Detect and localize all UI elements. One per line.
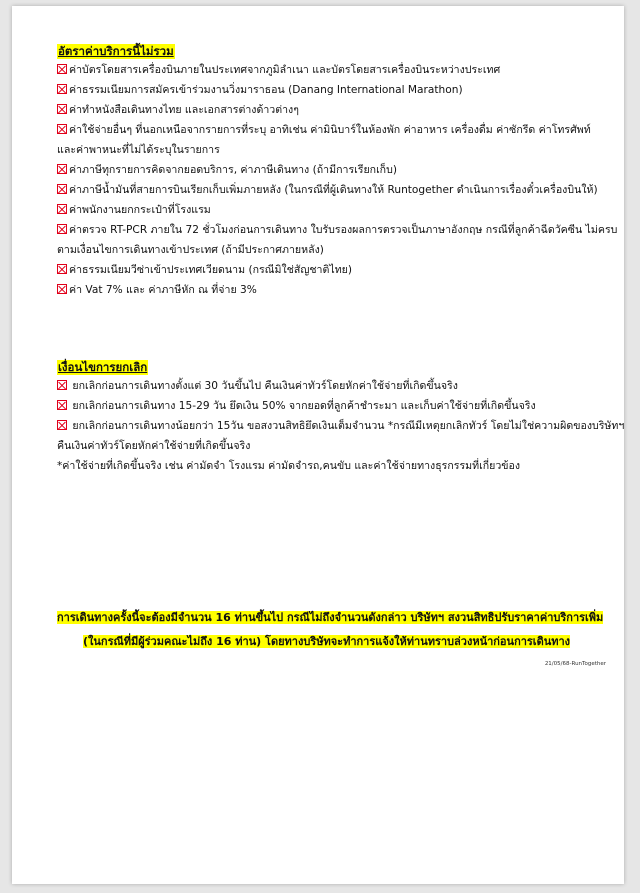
excluded-item-text: ตามเงื่อนไขการเดินทางเข้าประเทศ (ถ้ามีประกาศภายหลัง): [57, 244, 324, 256]
excluded-item: [57, 140, 617, 160]
excluded-item-text: ค่าใช้จ่ายอื่นๆ ที่นอกเหนือจากรายการที่ระบุ อาทิเช่น ค่ามินิบาร์ในห้องพัก ค่าอาหาร เครื่องดื่ม ค่าซักรีด ค่าโทรศัพท์: [69, 124, 591, 136]
excluded-item-text: ค่าบัตรโดยสารเครื่องบินภายในประเทศจากภูมิลำเนา และบัตรโดยสารเครื่องบินระหว่างประเทศ: [69, 64, 501, 76]
excluded-item: [57, 180, 617, 200]
checkbox-x-icon: [57, 164, 67, 174]
cancellation-heading: เงื่อนไขการยกเลิก: [58, 360, 148, 374]
cancellation-item: [57, 376, 617, 396]
checkbox-x-icon: [57, 124, 67, 134]
excluded-item: [57, 120, 617, 140]
excluded-item: [57, 240, 617, 260]
cancellation-item-text: ยกเลิกก่อนการเดินทาง 15-29 วัน ยึดเงิน 50% จากยอดที่ลูกค้าชำระมา และเก็บค่าใช้จ่ายที่เกิดขึ้นจริง: [69, 400, 536, 412]
document-page: [12, 6, 624, 884]
excluded-item: [57, 60, 617, 80]
excluded-heading: อัตราค่าบริการนี้ไม่รวม: [58, 44, 174, 58]
excluded-item: [57, 200, 617, 220]
excluded-item-text: ค่าตรวจ RT-PCR ภายใน 72 ชั่วโมงก่อนการเดินทาง ใบรับรองผลการตรวจเป็นภาษาอังกฤษ กรณีที่ลูกค้าฉีดวัคซีน ไม่ครบ: [69, 224, 618, 236]
excluded-item-text: และค่าพาหนะที่ไม่ได้ระบุในรายการ: [57, 144, 220, 156]
group-size-notice: [57, 606, 617, 654]
notice-line-2: (ในกรณีที่มีผู้ร่วมคณะไม่ถึง 16 ท่าน) โดยทางบริษัทจะทำการแจ้งให้ท่านทราบล่วงหน้าก่อนการเดินทาง: [83, 635, 571, 648]
cancellation-item: [57, 416, 625, 436]
excluded-item: [57, 280, 617, 300]
excluded-list: [57, 60, 617, 300]
excluded-item: [57, 80, 617, 100]
cancellation-item: [57, 396, 617, 416]
checkbox-x-icon: [57, 420, 67, 430]
excluded-item-text: ค่าธรรมเนียมวีซ่าเข้าประเทศเวียดนาม (กรณีมิใช่สัญชาติไทย): [69, 264, 353, 276]
excluded-item-text: ค่าภาษีทุกรายการคิดจากยอดบริการ, ค่าภาษีเดินทาง (ถ้ามีการเรียกเก็บ): [69, 164, 397, 176]
cancellation-item: [57, 436, 617, 456]
excluded-item-text: ค่าภาษีน้ำมันที่สายการบินเรียกเก็บเพิ่มภายหลัง (ในกรณีที่ผู้เดินทางให้ Runtogether ดำเนินการเรื่องตั๋วเครื่องบินให้): [69, 184, 598, 196]
footer-code: 21/05/68-RunTogether: [544, 661, 606, 667]
excluded-item: [57, 160, 617, 180]
cancellation-list: [57, 376, 625, 456]
excluded-item: [57, 100, 617, 120]
checkbox-x-icon: [57, 400, 67, 410]
checkbox-x-icon: [57, 104, 67, 114]
cancellation-section: [57, 356, 625, 476]
checkbox-x-icon: [57, 64, 67, 74]
checkbox-x-icon: [57, 224, 67, 234]
checkbox-x-icon: [57, 84, 67, 94]
notice-line-1: การเดินทางครั้งนี้จะต้องมีจำนวน 16 ท่านขึ้นไป กรณีไม่ถึงจำนวนดังกล่าว บริษัทฯ สงวนสิทธิปรับราคาค่าบริการเพิ่ม: [57, 611, 604, 624]
cancellation-item-text: ยกเลิกก่อนการเดินทางน้อยกว่า 15วัน ขอสงวนสิทธิยึดเงินเต็มจำนวน *กรณีมีเหตุยกเลิกทัวร์ โดยไม่ใช่ความผิดของบริษัทฯ: [69, 420, 625, 432]
excluded-item-text: ค่า Vat 7% และ ค่าภาษีหัก ณ ที่จ่าย 3%: [69, 284, 257, 296]
checkbox-x-icon: [57, 380, 67, 390]
cancellation-note: *ค่าใช้จ่ายที่เกิดขึ้นจริง เช่น ค่ามัดจำ โรงแรม ค่ามัดจำรถ,คนขับ และค่าใช้จ่ายทางธุรกรรมที่เกี่ยวข้อง: [57, 460, 521, 472]
checkbox-x-icon: [57, 284, 67, 294]
checkbox-x-icon: [57, 184, 67, 194]
cancellation-item-text: คืนเงินค่าทัวร์โดยหักค่าใช้จ่ายที่เกิดขึ้นจริง: [57, 440, 251, 452]
excluded-section: [57, 40, 617, 300]
excluded-item-text: ค่าธรรมเนียมการสมัครเข้าร่วมงานวิ่งมาราธอน (Danang International Marathon): [69, 84, 463, 96]
cancellation-item-text: ยกเลิกก่อนการเดินทางตั้งแต่ 30 วันขึ้นไป คืนเงินค่าทัวร์โดยหักค่าใช้จ่ายที่เกิดขึ้นจริง: [69, 380, 458, 392]
checkbox-x-icon: [57, 264, 67, 274]
excluded-item: [57, 260, 617, 280]
excluded-item: [57, 220, 617, 240]
excluded-item-text: ค่าพนักงานยกกระเป๋าที่โรงแรม: [69, 204, 211, 216]
excluded-item-text: ค่าทำหนังสือเดินทางไทย และเอกสารต่างด้าวต่างๆ: [69, 104, 299, 116]
checkbox-x-icon: [57, 204, 67, 214]
